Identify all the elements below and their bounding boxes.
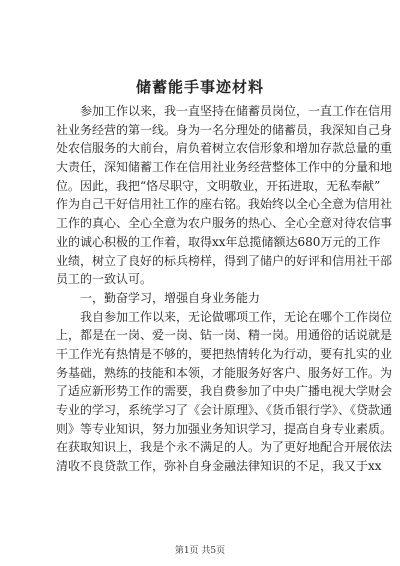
paragraph-line: 了适应新形势工作的需要，我自费参加了中央广播电视大学财会 [56, 384, 393, 399]
paragraph-line: 作为自己干好信用社工作的座右铭。我始终以全心全意为信用社 [56, 197, 393, 212]
paragraph-line: 业绩，树立了良好的标兵榜样，得到了储户的好评和信用社干部 [56, 253, 393, 268]
paragraph-line: 务基础，熟练的技能和本领，才能服务好客户、服务好工作。为 [56, 365, 393, 380]
page-number-footer: 第1页 共5页 [174, 546, 226, 556]
paragraph-line: 在获取知识上，我是个永不满足的人。为了更好地配合开展依法 [56, 440, 393, 455]
paragraph-line: 社业务经营的第一线。身为一名分理处的储蓄员，我深知自己身 [56, 122, 393, 137]
paragraph-line: 业的诚心积极的工作着，取得xx年总揽储额达680万元的工作 [56, 234, 381, 249]
paragraph-line: 则》等专业知识，努力加强业务知识学习，提高自身专业素质。 [56, 421, 393, 436]
paragraph-line: 干工作光有热情是不够的，要把热情转化为行动，要有扎实的业 [56, 346, 393, 361]
document-body [56, 102, 393, 476]
paragraph-line: 我自参加工作以来，无论做哪项工作，无论在哪个工作岗位 [80, 309, 393, 324]
document-title: 储蓄能手事迹材料 [135, 78, 264, 96]
paragraph-line: 上，都是在一岗、爱一岗、钻一岗、精一岗。用通俗的话说就是 [56, 328, 393, 343]
paragraph-line: 处农信服务的大前台，肩负着树立农信形象和增加存款总量的重 [56, 141, 393, 156]
paragraph-line: 专业的学习，系统学习了《会计原理》、《货币银行学》、《贷款通 [56, 403, 393, 417]
paragraph-line: 清收不良贷款工作，弥补自身金融法律知识的不足，我又于xx [56, 459, 382, 474]
paragraph-line: 工作的真心、全心全意为农户服务的热心、全心全意对待农信事 [56, 216, 393, 231]
paragraph-line: 大责任，深知储蓄工作在信用社业务经营整体工作中的分量和地 [56, 160, 393, 175]
paragraph-line: 参加工作以来，我一直坚持在储蓄员岗位，一直工作在信用 [80, 104, 393, 118]
paragraph-line: 位。因此，我把“恪尽职守，文明敬业，开拓进取，无私奉献” [56, 178, 381, 193]
paragraph-line: 员工的一致认可。 [56, 272, 153, 287]
section-heading: 一，勤奋学习，增强自身业务能力 [80, 290, 261, 305]
